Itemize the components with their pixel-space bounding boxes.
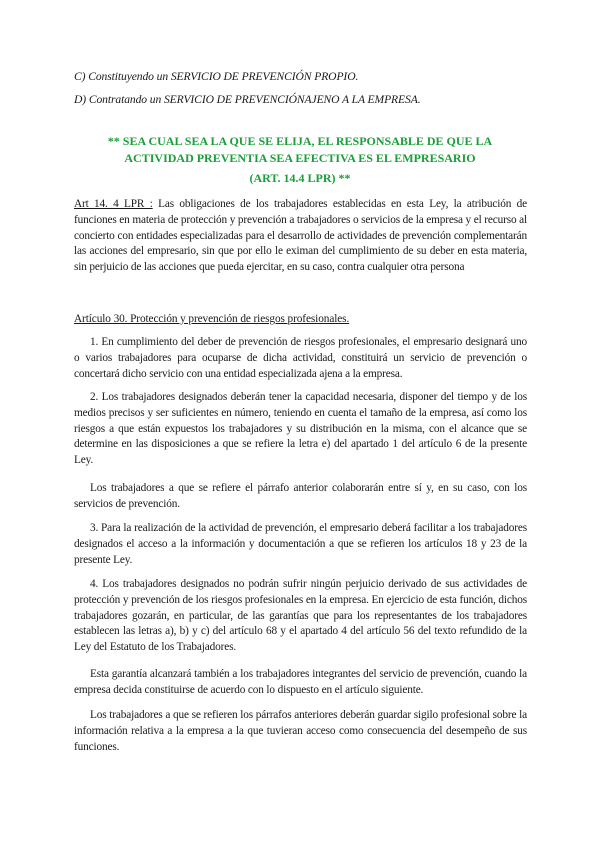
article30-paragraph: Los trabajadores a que se refieren los párrafos anteriores deberán guardar sigilo profesional sobre la información relativa a la empresa a la que tuvieran acceso como consecuencia del desempeño de sus funciones. <box>74 709 527 753</box>
article30-paragraph: 4. Los trabajadores designados no podrán sufrir ningún perjuicio derivado de sus actividades de protección y prevención de los riesgos profesionales en la empresa. En ejercicio de esta función, dichos trabajadores gozarán, en particular, de las garantías que para los representantes de los trabajadores establecen las letras a), b) y c) del artículo 68 y el apartado 4 del artículo 56 del texto refundido de la Ley del Estatuto de los Trabajadores. <box>74 578 527 654</box>
article30-paragraph: 3. Para la realización de la actividad de prevención, el empresario deberá facilitar a los trabajadores designados el acceso a la información y documentación a que se refieren los artículos 18 y 23 de la presente Ley. <box>74 522 527 566</box>
art14-reference: Art 14. 4 LPR : <box>74 198 153 210</box>
art14-paragraph <box>74 197 527 276</box>
option-d: D) Contratando un SERVICIO DE PREVENCIÓNAJENO A LA EMPRESA. <box>74 93 421 106</box>
option-c: C) Constituyendo un SERVICIO DE PREVENCIÓN PROPIO. <box>74 70 359 83</box>
article30-paragraph: 2. Los trabajadores designados deberán tener la capacidad necesaria, disponer del tiempo y de los medios precisos y ser suficientes en número, teniendo en cuenta el tamaño de la empresa, así como los riesgos a que están expuestos los trabajadores y su distribución en la misma, con el alcance que se determine en las disposiciones a que se refiere la letra e) del apartado 1 del artículo 6 de la presente Ley. <box>74 391 527 467</box>
article30-paragraph: 1. En cumplimiento del deber de prevención de riesgos profesionales, el empresario designará uno o varios trabajadores para ocuparse de dicha actividad, constituirá un servicio de prevención o concertará dicho servicio con una entidad especializada ajena a la empresa. <box>74 336 527 380</box>
highlight-line-3: (ART. 14.4 LPR) ** <box>249 171 351 185</box>
art14-text: Las obligaciones de los trabajadores establecidas en esta Ley, la atribución de funciones en materia de protección y prevención a trabajadores o servicios de la empresa y el recurso al concierto con entidades especializadas para el desarrollo de actividades de prevención complementarán las acciones del empresario, sin que por ello le eximan del cumplimiento de su deber en esta materia, sin perjuicio de las acciones que pueda ejercitar, en su caso, contra cualquier otra persona <box>74 198 528 274</box>
article30-paragraph: Esta garantía alcanzará también a los trabajadores integrantes del servicio de prevención, cuando la empresa decida constituirse de acuerdo con lo dispuesto en el artículo siguiente. <box>74 668 527 696</box>
article30-paragraph: Los trabajadores a que se refiere el párrafo anterior colaborarán entre sí y, en su caso, con los servicios de prevención. <box>74 482 527 510</box>
article30-heading: Artículo 30. Protección y prevención de riesgos profesionales. <box>74 313 350 325</box>
highlight-line-2: ACTIVIDAD PREVENTIA SEA EFECTIVA ES EL EMPRESARIO <box>124 151 476 165</box>
highlight-line-1: ** SEA CUAL SEA LA QUE SE ELIJA, EL RESPONSABLE DE QUE LA <box>107 134 493 148</box>
